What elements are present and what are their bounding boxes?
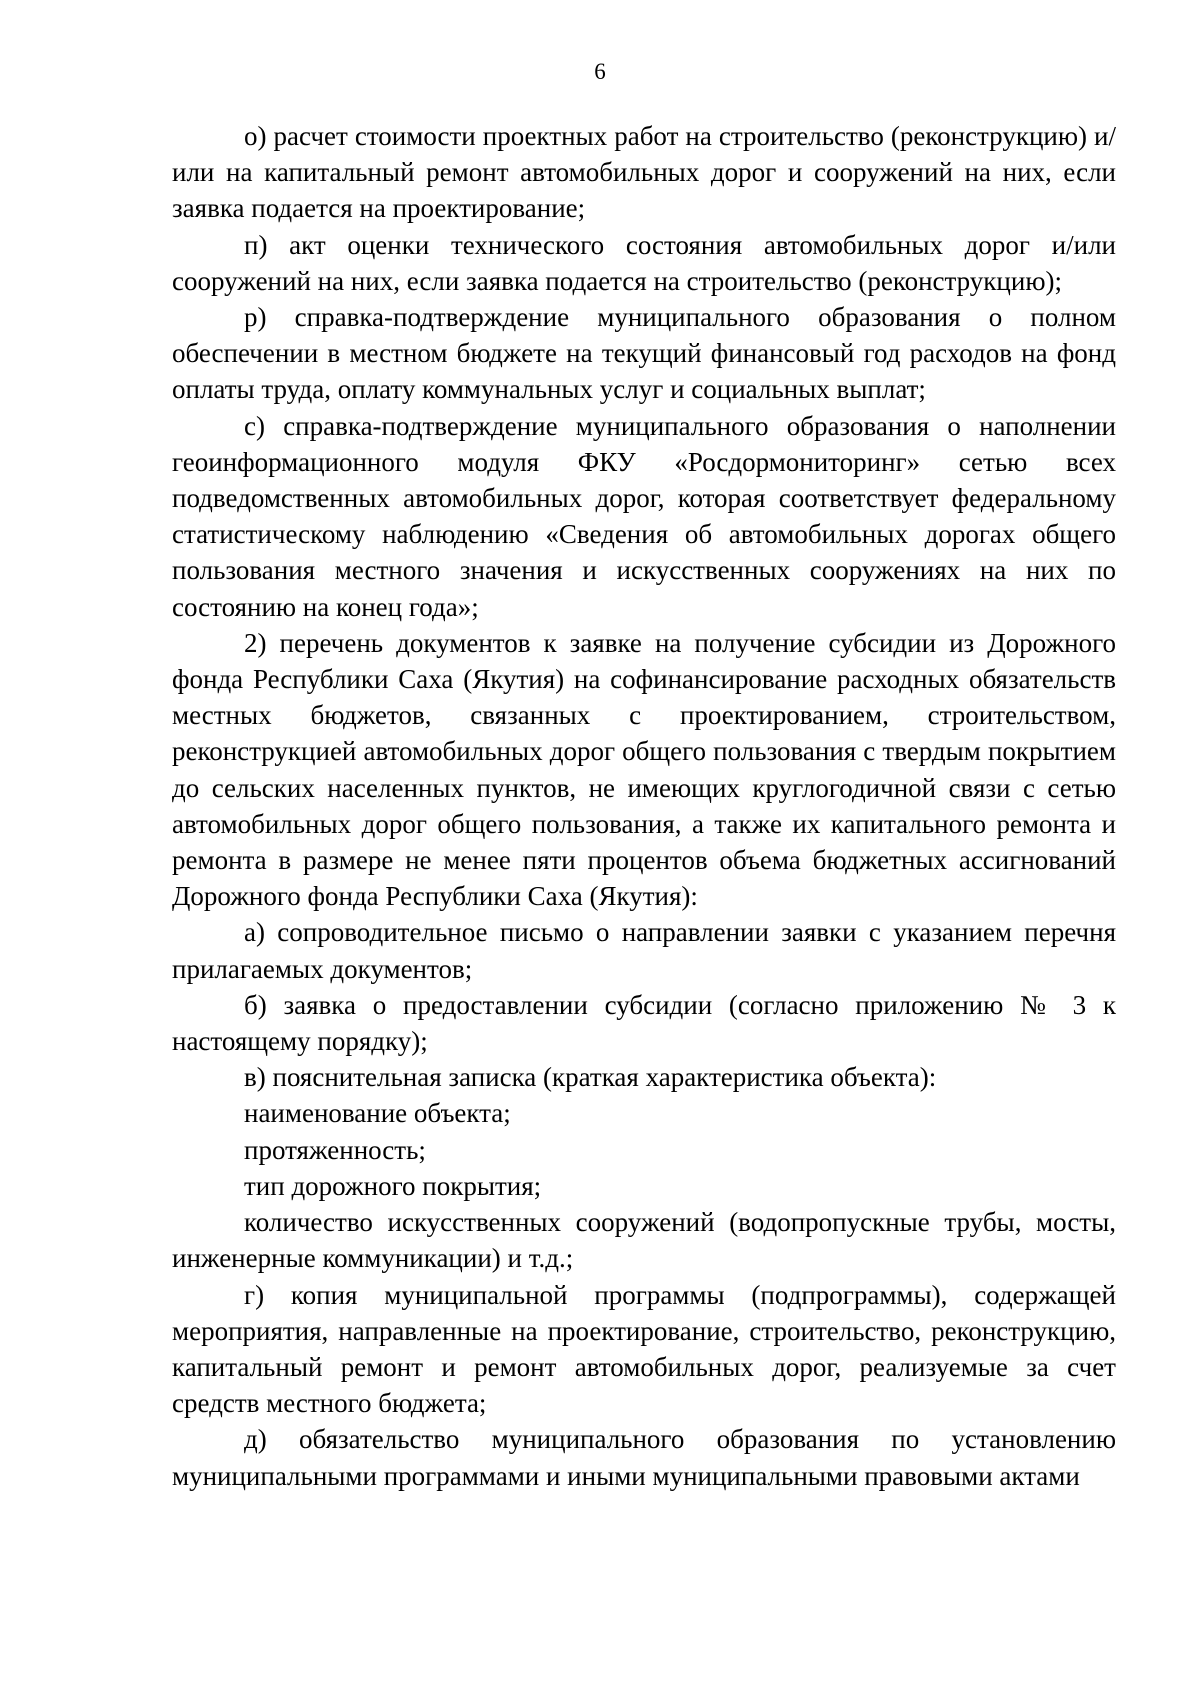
document-body bbox=[172, 118, 1116, 1494]
paragraph-r: р) справка-подтверждение муниципального образования о полном обеспечении в местном бюджете на текущий финансовый год расходов на фонд оплаты труда, оплату коммунальных услуг и социальных выплат; bbox=[172, 302, 1116, 405]
page-number: 6 bbox=[594, 59, 606, 84]
paragraph-a: а) сопроводительное письмо о направлении заявки с указанием перечня прилагаемых документов; bbox=[172, 917, 1116, 984]
paragraph-o: о) расчет стоимости проектных работ на строительство (реконструкцию) и/или на капитальный ремонт автомобильных дорог и сооружений на них, если заявка подается на проектирование; bbox=[172, 121, 1116, 224]
paragraph-length: протяженность; bbox=[244, 1134, 426, 1165]
paragraph-object-name: наименование объекта; bbox=[244, 1098, 511, 1129]
paragraph-s: с) справка-подтверждение муниципального образования о наполнении геоинформационного модуля ФКУ «Росдормониторинг» сетью всех подведомственных автомобильных дорог, которая соответствует федеральному статистическому наблюдению «Сведения об автомобильных дорогах общего пользования местного значения и искусственных сооружениях на них по состоянию на конец года»; bbox=[172, 410, 1116, 622]
paragraph-b: б) заявка о предоставлении субсидии (согласно приложению № 3 к настоящему порядку); bbox=[172, 989, 1116, 1057]
paragraph-d: д) обязательство муниципального образования по установлению муниципальными программами и иными муниципальными правовыми актами bbox=[172, 1424, 1116, 1491]
paragraph-g: г) копия муниципальной программы (подпрограммы), содержащей мероприятия, направленные на проектирование, строительство, реконструкцию, капитальный ремонт и ремонт автомобильных дорог, реализуемые за счет средств местного бюджета; bbox=[172, 1279, 1116, 1419]
paragraph-road-surface: тип дорожного покрытия; bbox=[244, 1170, 542, 1201]
paragraph-structures-count: количество искусственных сооружений (водопропускные трубы, мосты, инженерные коммуникации) и т.д.; bbox=[172, 1207, 1116, 1274]
paragraph-v: в) пояснительная записка (краткая характеристика объекта): bbox=[244, 1062, 937, 1093]
paragraph-p: п) акт оценки технического состояния автомобильных дорог и/или сооружений на них, если заявка подается на строительство (реконструкцию); bbox=[172, 229, 1116, 296]
paragraph-item-2: 2) перечень документов к заявке на получение субсидии из Дорожного фонда Республики Саха (Якутия) на софинансирование расходных обязательств местных бюджетов, связанных с проектированием, строительством, реконструкцией автомобильных дорог общего пользования с твердым покрытием до сельских населенных пунктов, не имеющих круглогодичной связи с сетью автомобильных дорог общего пользования, а также их капитального ремонта и ремонта в размере не менее пяти процентов объема бюджетных ассигнований Дорожного фонда Республики Саха (Якутия): bbox=[172, 627, 1116, 912]
